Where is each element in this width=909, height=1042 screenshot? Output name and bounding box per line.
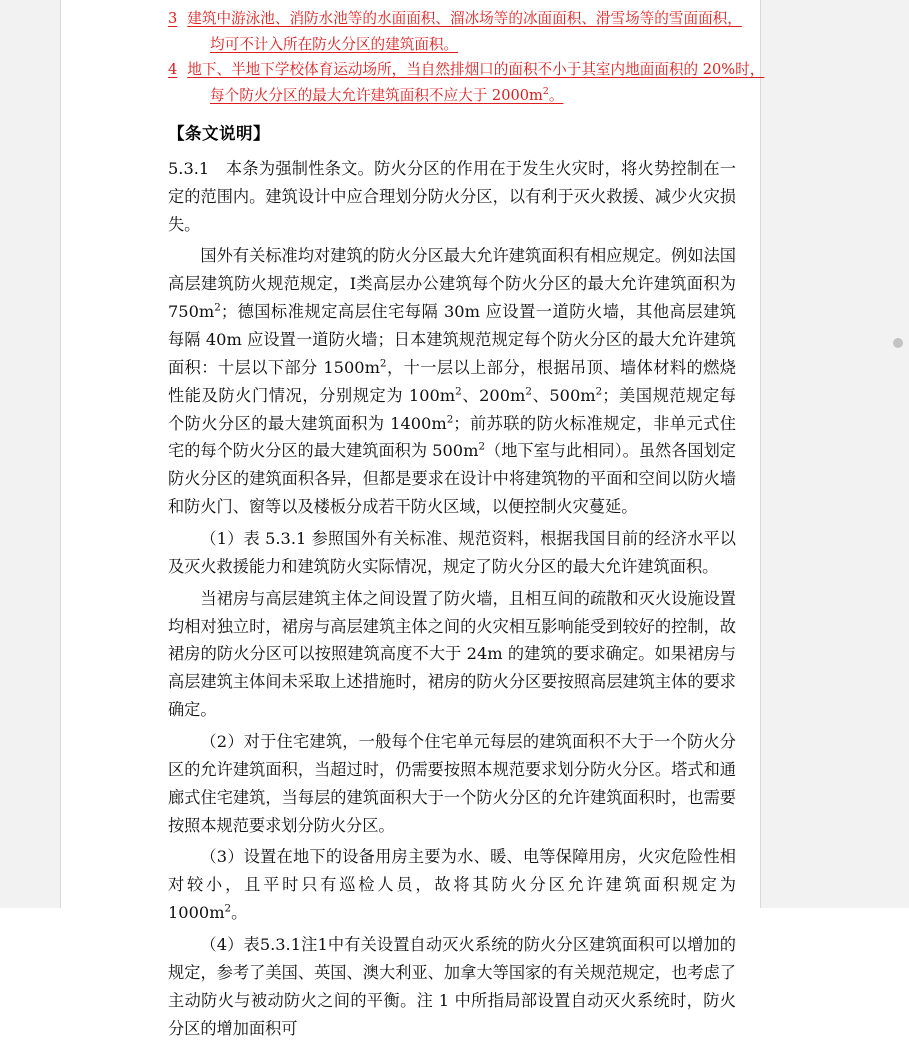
amendment-3-text-1: 建筑中游泳池、消防水池等的水面面积、溜冰场等的冰面面积、滑雪场等的雪面面积， — [187, 10, 742, 27]
amendment-4-number: 4 — [168, 61, 178, 79]
page-content — [168, 6, 765, 1042]
amendment-clause-4 — [168, 57, 765, 108]
paragraph-2: 国外有关标准均对建筑的防火分区最大允许建筑面积有相应规定。例如法国高层建筑防火规范规定，Ⅰ类高层办公建筑每个防火分区的最大允许建筑面积为 $750m^2$；德国标准规定高层住宅每隔 30m 应设置一道防火墙，其他高层建筑每隔 40m 应设置一道防火墙；日本建筑规范规定每个防火分区的最大允许建筑面积：十层以下部分 $1500m^2$，十一层以上部分，根据吊顶、墙体材料的燃烧性能及防火门情况，分别规定为 $100m^2$、$200m^2$、$500m^2$；美国规范规定每个防火分区的最大建筑面积为 $1400m^2$；前苏联的防火标准规定，非单元式住宅的每个防火分区的最大建筑面积为 $500m^2$（地下室与此相同）。虽然各国划定防火分区的建筑面积各异，但都是要求在设计中将建筑物的平面和空间以防火墙和防火门、窗等以及楼板分成若干防火区域，以便控制火灾蔓延。 — [168, 246, 736, 517]
amendment-3-number: 3 — [168, 10, 178, 27]
amendment-4-line-1 — [168, 57, 765, 83]
page-right-margin — [760, 0, 909, 908]
paragraph-6: （3）设置在地下的设备用房主要为水、暖、电等保障用房，火灾危险性相对较小，且平时只有巡检人员，故将其防火分区允许建筑面积规定为 $1000m^2$。 — [168, 847, 736, 923]
paragraph-3: （1）表 5.3.1 参照国外有关标准、规范资料，根据我国目前的经济水平以及灭火救援能力和建筑防火实际情况，规定了防火分区的最大允许建筑面积。 — [168, 529, 736, 576]
amendment-clause-3 — [168, 6, 742, 57]
section-heading: 【条文说明】 — [168, 124, 270, 144]
amendment-4-line-2: 每个防火分区的最大允许建筑面积不应大于 $2000m^2$。 — [210, 85, 564, 104]
paragraph-4: 当裙房与高层建筑主体之间设置了防火墙，且相互间的疏散和灭火设施设置均相对独立时，裙房与高层建筑主体之间的火灾相互影响能受到较好的控制，故裙房的防火分区可以按照建筑高度不大于 24m 的建筑的要求确定。如果裙房与高层建筑主体间未采取上述措施时，裙房的防火分区要按照高层建筑主体的要求确定。 — [168, 588, 736, 720]
page-left-margin — [0, 0, 61, 908]
amendment-3-line-2: 均可不计入所在防火分区的建筑面积。 — [210, 35, 459, 53]
paragraph-1: 5.3.1 本条为强制性条文。防火分区的作用在于发生火灾时，将火势控制在一定的范围内。建筑设计中应合理划分防火分区，以有利于灭火救援、减少火灾损失。 — [168, 158, 736, 234]
amendment-4-text-1: 地下、半地下学校体育运动场所，当自然排烟口的面积不小于其室内地面面积的 20%时， — [187, 61, 765, 79]
amendment-3-line-1 — [168, 6, 742, 32]
page-sheet — [61, 0, 765, 1038]
paragraph-5: （2）对于住宅建筑，一般每个住宅单元每层的建筑面积不大于一个防火分区的允许建筑面积，当超过时，仍需要按照本规范要求划分防火分区。塔式和通廊式住宅建筑，当每层的建筑面积大于一个防火分区的允许建筑面积时，也需要按照本规范要求划分防火分区。 — [168, 732, 736, 835]
scrollbar-thumb[interactable] — [893, 338, 903, 348]
paragraph-7: （4）表5.3.1注1中有关设置自动灭火系统的防火分区建筑面积可以增加的规定，参考了美国、英国、澳大利亚、加拿大等国家的有关规范规定，也考虑了主动防火与被动防火之间的平衡。注 1 中所指局部设置自动灭火系统时，防火分区的增加面积可 — [168, 935, 736, 1038]
